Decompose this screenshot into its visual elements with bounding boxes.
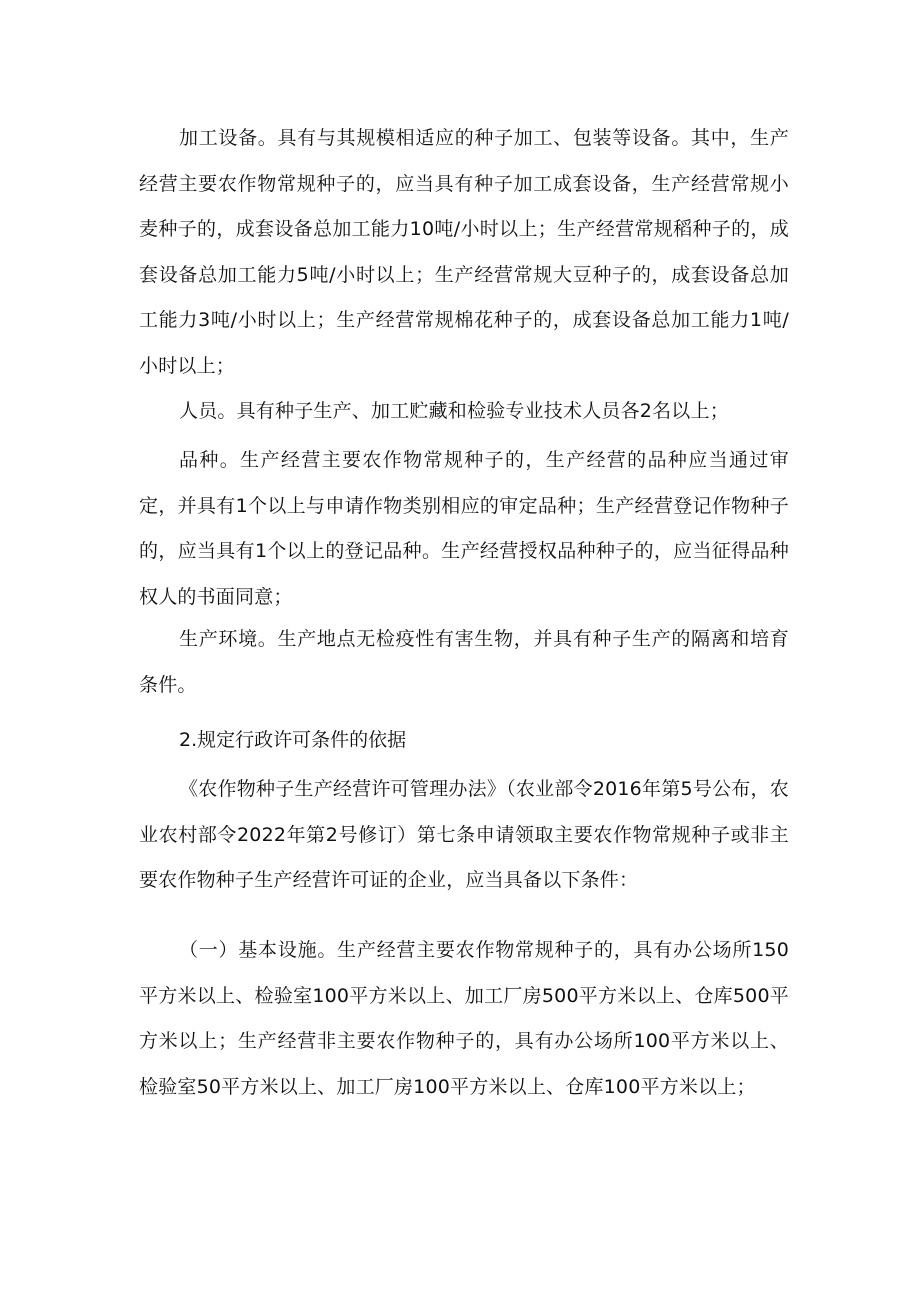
- paragraph-personnel: 人员。具有种子生产、加工贮藏和检验专业技术人员各2名以上；: [179, 400, 729, 422]
- paragraph-basic-facilities: （一）基本设施。生产经营主要农作物常规种子的，具有办公场所150平方米以上、检验室100平方米以上、加工厂房500平方米以上、仓库500平方米以上；生产经营非主要农作物种子的，具有办公场所100平方米以上、检验室50平方米以上、加工厂房100平方米以上、仓库100平方米以上；: [139, 939, 789, 1098]
- paragraph-processing-equipment: 加工设备。具有与其规模相适应的种子加工、包装等设备。其中，生产经营主要农作物常规种子的，应当具有种子加工成套设备，生产经营常规小麦种子的，成套设备总加工能力10吨/小时以上；生产经营常规稻种子的，成套设备总加工能力5吨/小时以上；生产经营常规大豆种子的，成套设备总加工能力3吨/小时以上；生产经营常规棉花种子的，成套设备总加工能力1吨/小时以上；: [139, 127, 789, 377]
- paragraph-variety: 品种。生产经营主要农作物常规种子的，生产经营的品种应当通过审定，并具有1个以上与申请作物类别相应的审定品种；生产经营登记作物种子的，应当具有1个以上的登记品种。生产经营授权品种种子的，应当征得品种权人的书面同意；: [139, 449, 789, 608]
- section-heading-basis: 2.规定行政许可条件的依据: [179, 729, 407, 751]
- paragraph-production-environment: 生产环境。生产地点无检疫性有害生物，并具有种子生产的隔离和培育条件。: [139, 628, 789, 696]
- paragraph-basis-text: 《农作物种子生产经营许可管理办法》（农业部令2016年第5号公布，农业农村部令2022年第2号修订）第七条申请领取主要农作物常规种子或非主要农作物种子生产经营许可证的企业，应当具备以下条件：: [139, 778, 789, 891]
